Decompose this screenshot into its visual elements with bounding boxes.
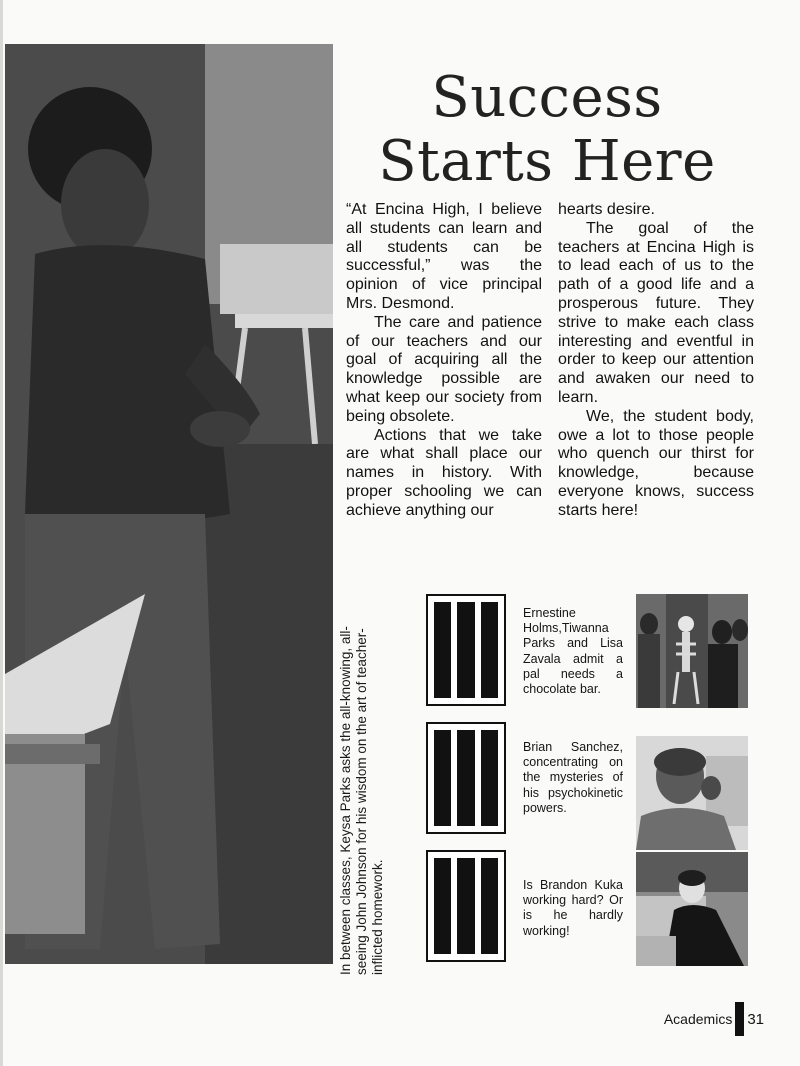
body-paragraph: Actions that we take are what shall place our names in history. With proper schooling we can achieve anything our [346,426,542,519]
footer-block-mark [735,1002,744,1036]
side-caption-3: Is Brandon Kuka working hard? Or is he hardly working! [523,878,623,938]
bar [481,730,498,826]
side-caption-1: Ernestine Holms,Tiwanna Parks and Lisa Zavala admit a pal needs a chocolate bar. [523,606,623,697]
body-column-right [558,201,754,521]
bar [457,858,474,954]
body-paragraph: hearts desire. [558,201,655,218]
decorative-bars-frame [426,722,506,834]
body-column-left [346,201,542,521]
bar [481,602,498,698]
title-line-2: Starts Here [378,129,716,194]
main-photo [5,44,333,964]
bar [434,730,451,826]
thumbnail-photo-2 [636,736,748,850]
bar [457,602,474,698]
page-footer [664,1002,764,1036]
side-caption-2: Brian Sanchez, concentrating on the mysteries of his psychokinetic powers. [523,740,623,815]
thumbnail-photo-1 [636,594,748,708]
main-photo-caption: In between classes, Keysa Parks asks the all-knowing, all-seeing John Johnson for his wisdom on the art of teacher-inflicted homework. [338,626,385,975]
bar [434,602,451,698]
page-number: 31 [747,1010,764,1028]
thumbnail-photo-3 [636,852,748,966]
page-title [372,66,722,194]
body-paragraph: We, the student body, owe a lot to those people who quench our thirst for knowledge, because everyone knows, success starts here! [558,407,754,519]
decorative-bars-frame [426,594,506,706]
body-paragraph: “At Encina High, I believe all students can learn and all students can be successful,” was the opinion of vice principal Mrs. Desmond. [346,201,542,312]
section-label: Academics [663,1011,733,1027]
decorative-bars-frame [426,850,506,962]
bar [457,730,474,826]
bar [481,858,498,954]
body-paragraph: The care and patience of our teachers and our goal of acquiring all the knowledge possible are what keep our society from being obsolete. [346,313,542,425]
bar [434,858,451,954]
title-line-1: Success [431,65,663,130]
body-paragraph: The goal of the teachers at Encina High is to lead each of us to the path of a good life and a prosperous future. They strive to make each class interesting and eventful in order to keep our attention and awaken our need to learn. [558,219,754,406]
